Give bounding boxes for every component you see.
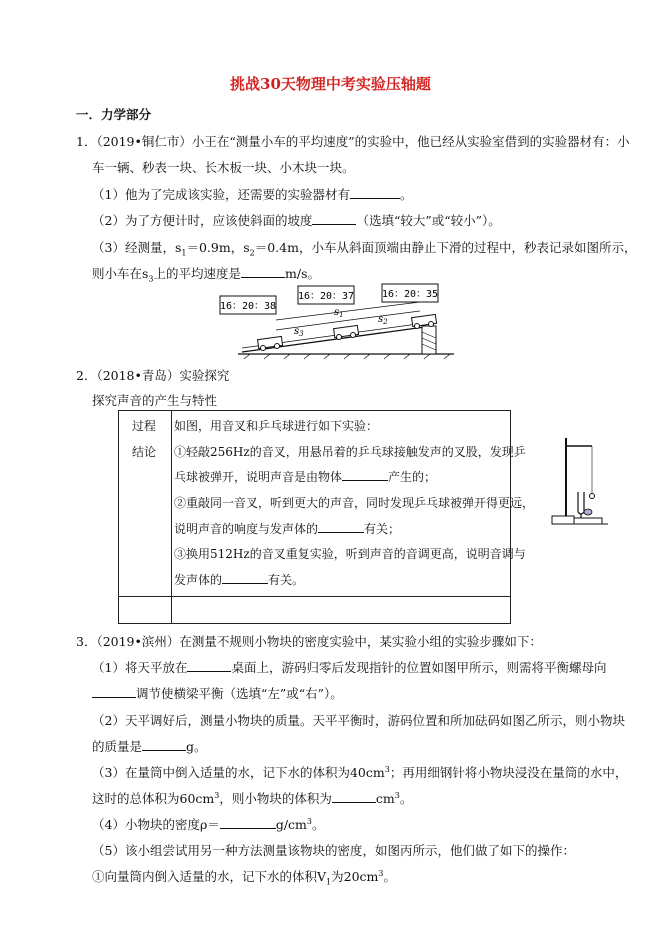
section-heading: 一．力学部分 (76, 107, 152, 122)
table-row-3 (174, 468, 436, 485)
q3-line1: 3．（2019•滨州）在测量不规则小物块的密度实验中，某实验小组的实验步骤如下： (76, 634, 542, 649)
q2-line1: 2．（2018•青岛）实验探究 (76, 368, 230, 383)
q3-part5: （5）该小组尝试用另一种方法测量该物块的密度，如图丙所示，他们做了如下的操作： (92, 843, 575, 858)
experiment-table (118, 410, 535, 624)
q1-part3-line2 (92, 264, 320, 284)
answer-blank[interactable] (220, 816, 276, 829)
q1-part2 (92, 211, 501, 229)
table-row-4: ②重敲同一音叉，听到更大的声音，同时发现乒乓球被弹开得更远， (174, 496, 535, 510)
label-process: 过程 (132, 419, 157, 433)
label-s2-sub: 2 (383, 318, 388, 326)
q3-part2-unit: g。 (186, 739, 207, 754)
label-s2-letter: s (378, 314, 384, 325)
table-row-3-text: 乓球被弹开，说明声音是由物体 (174, 470, 343, 484)
label-s2 (378, 314, 388, 326)
q3-part2-line2 (92, 737, 207, 755)
sup-3: 3 (394, 790, 400, 800)
q1-part2-text: （2）为了方便计时，应该使斜面的坡度 (92, 213, 313, 228)
q3-part3-text-c: 这时的总体积为60cm (92, 791, 215, 806)
q1-part3-text-d: 则小车在s (92, 266, 149, 281)
table-row-1: 如图，用音叉和乒乓球进行如下实验： (174, 419, 379, 433)
q3-part1-text-b: 桌面上，游码归零后发现指针的位置如图甲所示，则需将平衡螺母向 (231, 660, 607, 675)
q3-part4-text: （4）小物块的密度ρ＝ (92, 817, 220, 832)
tuning-fork-apparatus-figure (548, 432, 616, 528)
q3-part6-text-b: 为20cm (331, 869, 379, 884)
sup-3: 3 (214, 790, 220, 800)
q3-part6-text-a: ①向量筒内倒入适量的水，记下水的体积V (92, 869, 327, 884)
sup-3: 3 (306, 816, 312, 826)
sub-1: 1 (326, 877, 332, 887)
q1-part3-text-a: （3）经测量，s (92, 240, 182, 255)
table-row-5-text: 说明声音的响度与发声体的 (174, 522, 319, 536)
sup-3: 3 (378, 868, 384, 878)
q3-part1 (92, 658, 606, 676)
q1-part1 (92, 185, 412, 203)
q3-part1-text-c: 调节使横梁平衡（选填“左”或“右”）。 (136, 686, 343, 701)
stopwatch-middle: 16：20：37 (297, 291, 355, 302)
sup-3: 3 (384, 764, 390, 774)
q1-part3 (92, 238, 636, 258)
answer-blank[interactable] (241, 265, 285, 278)
q3-part4-end: 。 (311, 817, 325, 832)
answer-blank[interactable] (222, 571, 268, 584)
label-s1-sub: 1 (339, 311, 344, 319)
q3-part3-end: 。 (399, 791, 413, 806)
table-row-5-end: 有关； (364, 522, 401, 536)
q1-part1-text: （1）他为了完成该实验，还需要的实验器材有 (92, 187, 350, 202)
table-row-5 (174, 520, 400, 537)
answer-blank[interactable] (142, 738, 186, 751)
q3-part3-text-d: ，则小物块的体积为 (219, 791, 332, 806)
document-title: 挑战30天物理中考实验压轴题 (230, 75, 431, 93)
stopwatch-bottom: 16：20：38 (219, 301, 277, 312)
q3-part3-text-b: ；再用细钢针将小物块浸没在量筒的水中， (389, 765, 628, 780)
label-s3-sub: 3 (299, 330, 304, 338)
sub-3: 3 (148, 274, 154, 284)
q3-part1-line2 (92, 684, 343, 702)
q3-part6 (92, 867, 396, 887)
q1-part1-end: 。 (399, 187, 413, 202)
label-conclusion: 结论 (132, 445, 157, 459)
table-row-6: ③换用512Hz的音叉重复实验，听到声音的音调更高，说明音调与 (174, 547, 526, 561)
q3-part1-text: （1）将天平放在 (92, 660, 188, 675)
q3-part3 (92, 763, 627, 781)
q3-part4-unit: g/cm (275, 817, 307, 832)
q1-part3-text-e: 上的平均速度是 (153, 266, 242, 281)
answer-blank[interactable] (350, 186, 400, 199)
label-s3 (294, 326, 304, 338)
table-row-3-end: 产生的； (388, 470, 437, 484)
q3-part6-end: 。 (383, 869, 396, 884)
incline-figure (210, 282, 460, 360)
table-divider (171, 411, 172, 623)
answer-blank[interactable] (312, 212, 356, 225)
answer-blank[interactable] (318, 520, 364, 533)
table-divider (119, 596, 510, 597)
sub-1: 1 (181, 248, 187, 258)
answer-blank[interactable] (187, 659, 231, 672)
answer-blank[interactable] (332, 790, 376, 803)
sub-2: 2 (249, 248, 255, 258)
label-s1 (334, 307, 344, 319)
q1-line2: 车一辆、秒表一块、长木板一块、小木块一块。 (92, 160, 355, 175)
q3-part4 (92, 815, 325, 833)
q3-part3-line2 (92, 789, 412, 807)
q1-part2-end: （选填“较大”或“较小”）。 (356, 213, 501, 228)
table-row-7-end: 有关。 (268, 573, 305, 587)
answer-blank[interactable] (92, 685, 136, 698)
q1-part3-text-b: ＝0.9m，s (186, 240, 250, 255)
q3-part3-text-a: （3）在量筒中倒入适量的水，记下水的体积为40cm (92, 765, 385, 780)
label-s3-letter: s (294, 326, 300, 337)
q3-part3-unit: cm (375, 791, 395, 806)
q3-part2-text-b: 的质量是 (92, 739, 143, 754)
table-row-7-text: 发声体的 (174, 573, 223, 587)
stopwatch-top: 16：20：35 (381, 289, 439, 300)
q1-line1: 1．（2019•铜仁市）小王在“测量小车的平均速度”的实验中，他已经从实验室借到的实验器材有：小 (76, 134, 630, 149)
table-row-7 (174, 571, 304, 588)
q1-part3-text-c: ＝0.4m，小车从斜面顶端由静止下滑的过程中，秒表记录如图所示， (254, 240, 637, 255)
q1-part3-unit: m/s。 (285, 266, 321, 281)
q3-part2: （2）天平调好后，测量小物块的质量。天平平衡时，游码位置和所加砝码如图乙所示，则小物块 (92, 713, 625, 728)
q2-line2: 探究声音的产生与特性 (92, 393, 218, 408)
label-s1-letter: s (334, 307, 340, 318)
table-row-2: ①轻敲256Hz的音叉，用悬吊着的乒乓球接触发声的叉股，发现乒 (174, 445, 526, 459)
answer-blank[interactable] (342, 468, 388, 481)
